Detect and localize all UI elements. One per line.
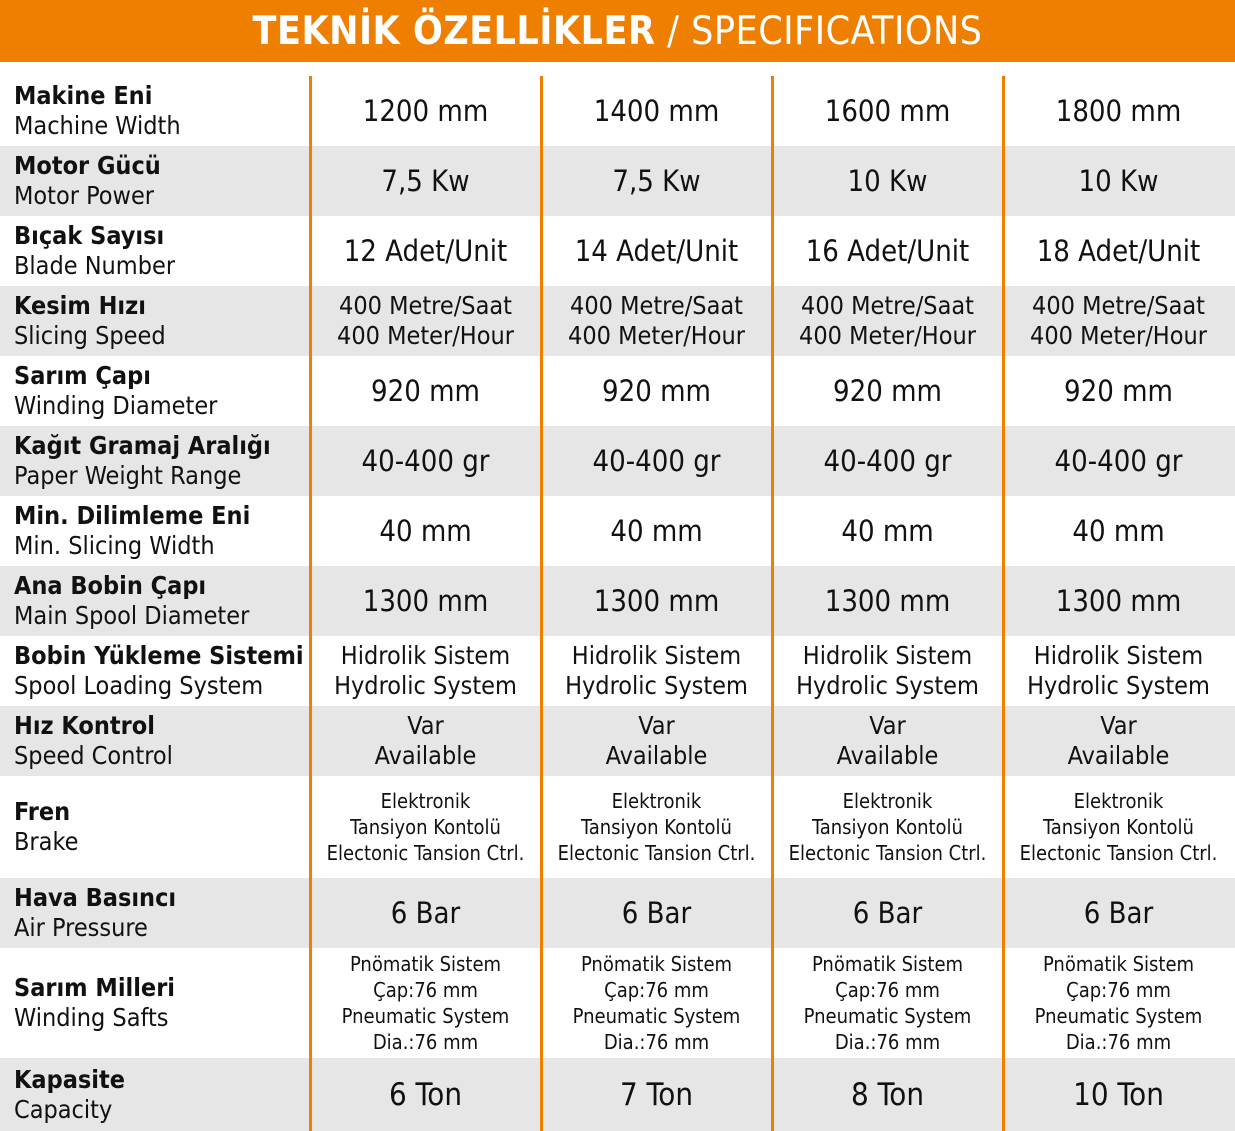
spec-value-cell: [310, 286, 541, 356]
spec-value-line: 40-400 gr: [361, 444, 490, 478]
spec-value-line: Pneumatic System: [1034, 1004, 1203, 1028]
label-english: Speed Control: [14, 741, 173, 770]
spec-value-line: Elektronik: [611, 789, 702, 813]
spec-value-line: 400 Metre/Saat: [339, 291, 512, 320]
spec-value-cell: [772, 878, 1003, 948]
spec-value-line: 10 Ton: [1073, 1076, 1164, 1113]
spec-row: [0, 286, 1235, 356]
spec-value-line: 40 mm: [1072, 514, 1165, 548]
spec-value-cell: [310, 948, 541, 1058]
spec-row: [0, 426, 1235, 496]
spec-value-line: Available: [374, 741, 477, 770]
spec-value-line: 16 Adet/Unit: [805, 234, 970, 268]
label-turkish: Bıçak Sayısı: [14, 221, 165, 250]
spec-value-cell: [772, 706, 1003, 776]
spec-value-line: Var: [407, 711, 444, 740]
spec-value-line: 920 mm: [371, 374, 480, 408]
label-english: Main Spool Diameter: [14, 601, 250, 630]
spec-value-cell: [772, 426, 1003, 496]
spec-value-cell: [310, 776, 541, 878]
row-label: [0, 146, 310, 216]
label-english: Brake: [14, 827, 79, 856]
spec-value-line: 1800 mm: [1055, 94, 1182, 128]
label-english: Machine Width: [14, 111, 181, 140]
title-turkish: TEKNİK ÖZELLİKLER: [252, 8, 656, 54]
spec-value-line: Çap:76 mm: [1066, 978, 1171, 1002]
spec-value-cell: [1003, 1058, 1234, 1131]
spec-value-line: Pneumatic System: [572, 1004, 741, 1028]
spec-value-cell: [541, 216, 772, 286]
label-english: Air Pressure: [14, 913, 148, 942]
spec-value-line: Electonic Tansion Ctrl.: [326, 841, 525, 865]
spec-value-line: 920 mm: [1064, 374, 1173, 408]
spec-value-line: 1200 mm: [362, 94, 489, 128]
spec-value-line: Available: [605, 741, 708, 770]
spec-value-line: Elektronik: [1073, 789, 1164, 813]
spec-value-cell: [541, 356, 772, 426]
spec-value-cell: [772, 286, 1003, 356]
spec-value-line: Pnömatik Sistem: [349, 952, 502, 976]
spec-value-line: Hidrolik Sistem: [1033, 641, 1204, 670]
spec-value-line: 6 Bar: [852, 896, 923, 930]
label-turkish: Kağıt Gramaj Aralığı: [14, 431, 271, 460]
spec-value-line: Çap:76 mm: [604, 978, 709, 1002]
spec-value-line: Çap:76 mm: [835, 978, 940, 1002]
spec-value-cell: [772, 1058, 1003, 1131]
spec-value-cell: [541, 496, 772, 566]
spec-value-cell: [541, 706, 772, 776]
spec-value-cell: [1003, 636, 1234, 706]
spec-value-line: 1300 mm: [593, 584, 720, 618]
spec-value-line: Tansiyon Kontolü: [812, 815, 963, 839]
row-label: [0, 496, 310, 566]
spec-value-line: Pneumatic System: [341, 1004, 510, 1028]
page-title: [253, 9, 983, 54]
spec-value-line: Pnömatik Sistem: [580, 952, 733, 976]
spec-value-cell: [541, 878, 772, 948]
spec-value-cell: [772, 76, 1003, 146]
spec-value-line: 400 Metre/Saat: [801, 291, 974, 320]
spec-row: [0, 878, 1235, 948]
column-divider: [309, 76, 312, 1131]
spec-value-cell: [772, 566, 1003, 636]
spec-value-line: Pnömatik Sistem: [1042, 952, 1195, 976]
spec-value-line: Tansiyon Kontolü: [1043, 815, 1194, 839]
spec-value-line: Dia.:76 mm: [1065, 1030, 1172, 1054]
spec-value-line: Elektronik: [380, 789, 471, 813]
spec-value-cell: [1003, 356, 1234, 426]
label-english: Paper Weight Range: [14, 461, 242, 490]
spec-value-line: 400 Meter/Hour: [568, 321, 745, 350]
spec-value-line: 6 Bar: [1083, 896, 1154, 930]
row-label: [0, 1058, 310, 1131]
spec-value-cell: [541, 76, 772, 146]
spec-value-cell: [772, 146, 1003, 216]
spec-value-cell: [1003, 146, 1234, 216]
spec-value-line: 10 Kw: [1078, 164, 1159, 198]
spec-value-cell: [310, 1058, 541, 1131]
label-turkish: Sarım Milleri: [14, 973, 175, 1002]
spec-value-cell: [1003, 216, 1234, 286]
spec-value-cell: [310, 566, 541, 636]
spec-value-line: 40-400 gr: [823, 444, 952, 478]
label-english: Winding Diameter: [14, 391, 218, 420]
spec-value-line: 920 mm: [833, 374, 942, 408]
row-label: [0, 426, 310, 496]
spec-value-cell: [541, 948, 772, 1058]
spec-value-line: 400 Metre/Saat: [570, 291, 743, 320]
spec-value-line: Dia.:76 mm: [834, 1030, 941, 1054]
spec-value-line: 400 Meter/Hour: [1030, 321, 1207, 350]
spec-row: [0, 496, 1235, 566]
spec-value-cell: [1003, 496, 1234, 566]
spec-row: [0, 706, 1235, 776]
spec-value-line: 1400 mm: [593, 94, 720, 128]
label-turkish: Sarım Çapı: [14, 361, 151, 390]
spec-value-line: Tansiyon Kontolü: [350, 815, 501, 839]
row-label: [0, 878, 310, 948]
label-turkish: Kapasite: [14, 1064, 125, 1094]
spec-value-line: Available: [836, 741, 939, 770]
spec-value-cell: [1003, 286, 1234, 356]
label-turkish: Fren: [14, 797, 71, 826]
label-english: Motor Power: [14, 181, 155, 210]
header-banner: [0, 0, 1235, 62]
spec-row: [0, 216, 1235, 286]
spec-value-line: 6 Bar: [621, 896, 692, 930]
spec-value-line: Hidrolik Sistem: [802, 641, 973, 670]
label-english: Winding Safts: [14, 1003, 169, 1032]
title-english: SPECIFICATIONS: [691, 8, 983, 54]
label-turkish: Kesim Hızı: [14, 291, 146, 320]
spec-value-line: 8 Ton: [850, 1076, 925, 1113]
spec-value-line: Tansiyon Kontolü: [581, 815, 732, 839]
spec-value-line: 6 Bar: [390, 896, 461, 930]
label-english: Blade Number: [14, 251, 176, 280]
row-label: [0, 356, 310, 426]
spec-value-cell: [541, 1058, 772, 1131]
spec-value-cell: [772, 216, 1003, 286]
label-turkish: Makine Eni: [14, 81, 153, 110]
column-divider: [1002, 76, 1005, 1131]
spec-value-line: Elektronik: [842, 789, 933, 813]
label-english: Spool Loading System: [14, 671, 264, 700]
spec-value-line: Electonic Tansion Ctrl.: [1019, 841, 1218, 865]
spec-value-line: Dia.:76 mm: [372, 1030, 479, 1054]
spec-value-line: 400 Meter/Hour: [337, 321, 514, 350]
spec-row: [0, 356, 1235, 426]
spec-value-line: 7 Ton: [619, 1076, 694, 1113]
spec-value-cell: [541, 636, 772, 706]
spec-row: [0, 948, 1235, 1058]
spec-row: [0, 776, 1235, 878]
spec-value-cell: [310, 496, 541, 566]
spec-value-line: Var: [869, 711, 906, 740]
column-divider: [771, 76, 774, 1131]
spec-value-line: 40 mm: [841, 514, 934, 548]
spec-value-cell: [772, 356, 1003, 426]
spec-value-cell: [310, 76, 541, 146]
spec-row: [0, 636, 1235, 706]
spec-row: [0, 146, 1235, 216]
spec-value-line: 18 Adet/Unit: [1036, 234, 1201, 268]
spec-value-cell: [772, 496, 1003, 566]
spec-value-cell: [1003, 776, 1234, 878]
spec-value-cell: [772, 776, 1003, 878]
spec-value-cell: [541, 146, 772, 216]
spec-row: [0, 76, 1235, 146]
label-english: Capacity: [14, 1094, 113, 1124]
spec-value-line: Hidrolik Sistem: [571, 641, 742, 670]
spec-value-cell: [310, 426, 541, 496]
spec-value-cell: [310, 706, 541, 776]
spec-value-line: 7,5 Kw: [612, 164, 701, 198]
column-divider: [540, 76, 543, 1131]
label-english: Slicing Speed: [14, 321, 166, 350]
row-label: [0, 216, 310, 286]
spec-value-line: 40 mm: [379, 514, 472, 548]
spec-value-line: Hydrolic System: [796, 671, 979, 700]
spec-value-line: 7,5 Kw: [381, 164, 470, 198]
spec-row: [0, 566, 1235, 636]
spec-row: [0, 1058, 1235, 1131]
spec-value-cell: [310, 878, 541, 948]
label-turkish: Motor Gücü: [14, 151, 161, 180]
row-label: [0, 636, 310, 706]
label-turkish: Ana Bobin Çapı: [14, 571, 207, 600]
spec-value-line: 40-400 gr: [592, 444, 721, 478]
spec-value-cell: [1003, 706, 1234, 776]
spec-value-cell: [1003, 76, 1234, 146]
spec-value-line: Hydrolic System: [565, 671, 748, 700]
spec-value-cell: [1003, 566, 1234, 636]
spec-value-cell: [310, 146, 541, 216]
spec-value-cell: [541, 776, 772, 878]
spec-value-cell: [772, 636, 1003, 706]
spec-value-line: Çap:76 mm: [373, 978, 478, 1002]
spec-value-cell: [1003, 426, 1234, 496]
spec-value-line: Pneumatic System: [803, 1004, 972, 1028]
spec-value-line: 920 mm: [602, 374, 711, 408]
spec-value-line: 1300 mm: [362, 584, 489, 618]
spec-value-line: 14 Adet/Unit: [574, 234, 739, 268]
spec-value-line: Available: [1067, 741, 1170, 770]
spec-value-line: Dia.:76 mm: [603, 1030, 710, 1054]
spec-value-line: 1600 mm: [824, 94, 951, 128]
spec-value-cell: [541, 286, 772, 356]
spec-value-line: Electonic Tansion Ctrl.: [557, 841, 756, 865]
row-label: [0, 776, 310, 878]
spec-value-cell: [310, 636, 541, 706]
spec-value-cell: [1003, 948, 1234, 1058]
spec-value-line: Electonic Tansion Ctrl.: [788, 841, 987, 865]
spec-value-line: Hydrolic System: [1027, 671, 1210, 700]
spec-value-cell: [310, 216, 541, 286]
spec-value-line: Hydrolic System: [334, 671, 517, 700]
spec-value-line: 1300 mm: [824, 584, 951, 618]
spec-value-line: 400 Metre/Saat: [1032, 291, 1205, 320]
label-turkish: Min. Dilimleme Eni: [14, 501, 251, 530]
spec-value-line: Hidrolik Sistem: [340, 641, 511, 670]
label-turkish: Bobin Yükleme Sistemi: [14, 641, 304, 670]
spec-value-line: 1300 mm: [1055, 584, 1182, 618]
spec-value-line: 6 Ton: [388, 1076, 463, 1113]
row-label: [0, 706, 310, 776]
spec-value-line: Pnömatik Sistem: [811, 952, 964, 976]
row-label: [0, 76, 310, 146]
row-label: [0, 286, 310, 356]
spec-value-cell: [772, 948, 1003, 1058]
spec-value-line: 400 Meter/Hour: [799, 321, 976, 350]
spec-value-cell: [310, 356, 541, 426]
spec-value-cell: [1003, 878, 1234, 948]
spec-value-line: Var: [638, 711, 675, 740]
spec-value-line: 10 Kw: [847, 164, 928, 198]
spec-value-line: 40 mm: [610, 514, 703, 548]
title-separator: /: [655, 8, 692, 54]
label-turkish: Hız Kontrol: [14, 711, 155, 740]
spec-value-line: 40-400 gr: [1054, 444, 1183, 478]
label-english: Min. Slicing Width: [14, 531, 215, 560]
spec-value-line: Var: [1100, 711, 1137, 740]
label-turkish: Hava Basıncı: [14, 883, 177, 912]
spec-value-line: 12 Adet/Unit: [343, 234, 508, 268]
spec-value-cell: [541, 566, 772, 636]
row-label: [0, 948, 310, 1058]
spec-value-cell: [541, 426, 772, 496]
row-label: [0, 566, 310, 636]
